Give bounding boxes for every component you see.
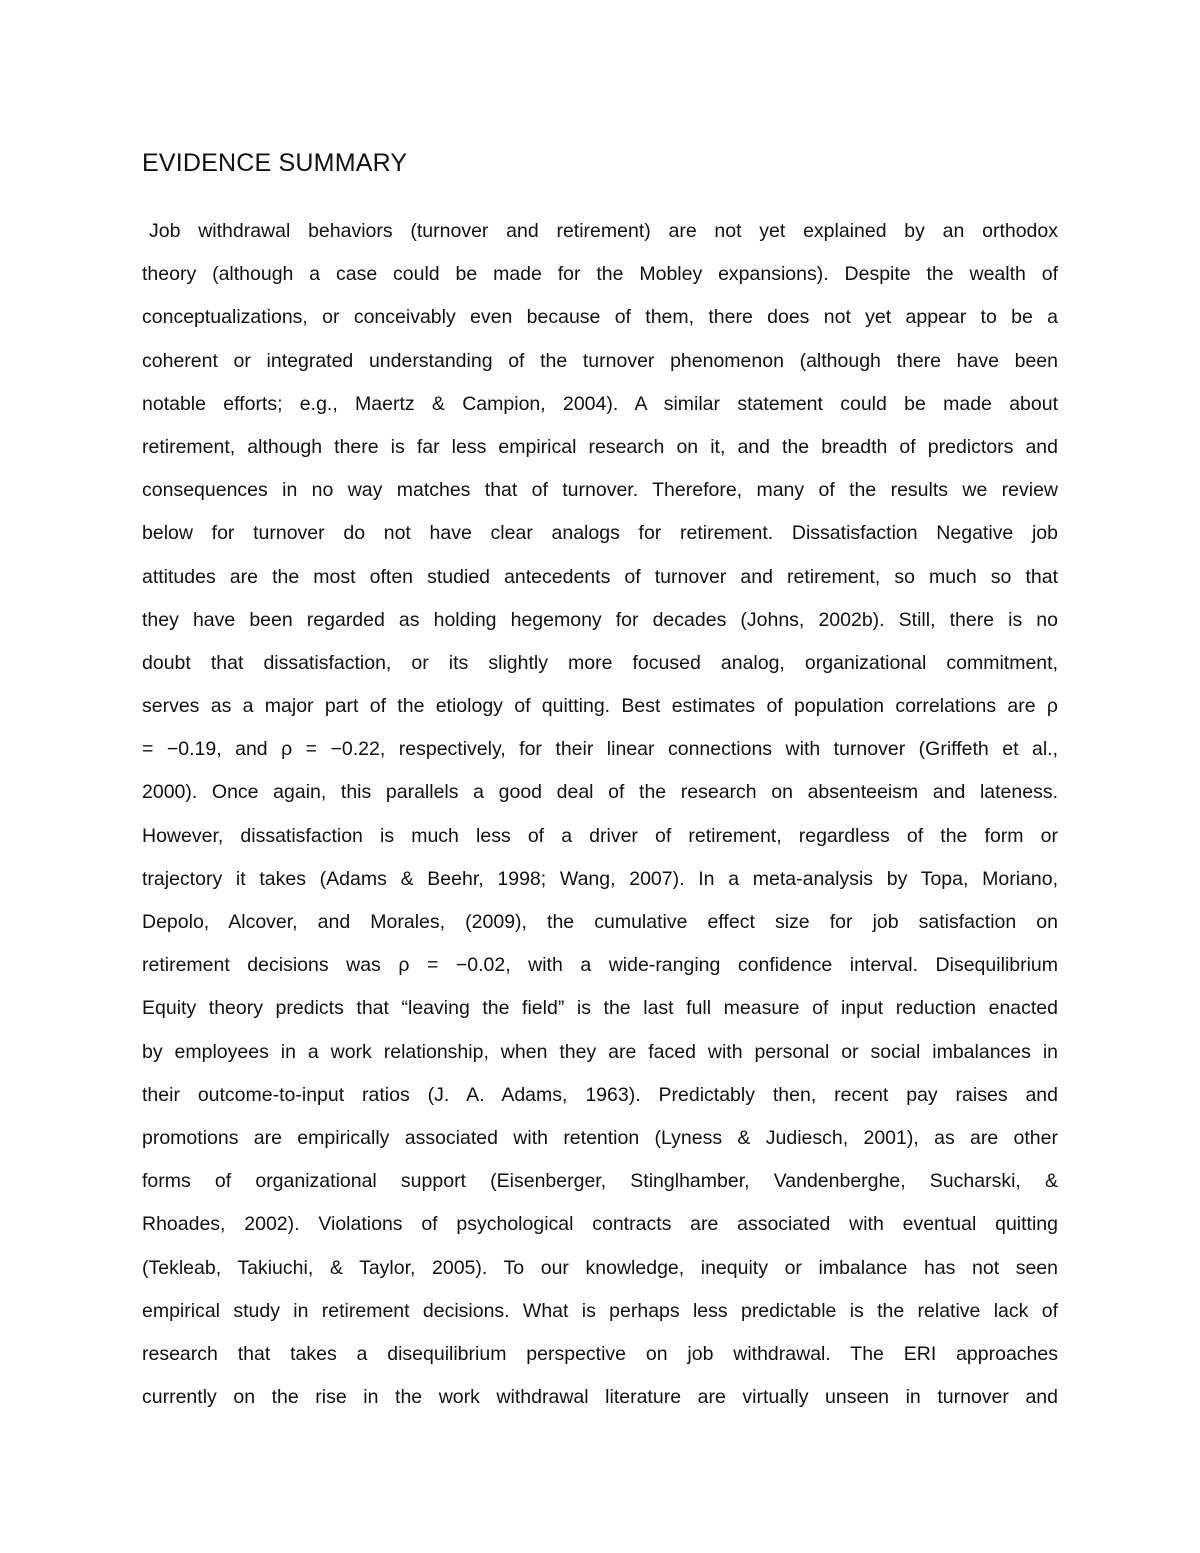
paragraph-line: their outcome-to-input ratios (J. A. Adams, 1963). Predictably then, recent pay raises and xyxy=(142,1083,1058,1106)
paragraph-line: doubt that dissatisfaction, or its slightly more focused analog, organizational commitment, xyxy=(142,651,1058,674)
paragraph-line: 2000). Once again, this parallels a good deal of the research on absenteeism and lateness. xyxy=(142,781,1058,804)
paragraph-line: = −0.19, and ρ = −0.22, respectively, for their linear connections with turnover (Griffeth et al., xyxy=(142,738,1058,761)
paragraph-line: Equity theory predicts that “leaving the field” is the last full measure of input reduction enacted xyxy=(142,997,1058,1020)
paragraph-line: However, dissatisfaction is much less of a driver of retirement, regardless of the form or xyxy=(142,824,1058,847)
paragraph-line: theory (although a case could be made for the Mobley expansions). Despite the wealth of xyxy=(142,263,1058,286)
paragraph-line: trajectory it takes (Adams & Beehr, 1998; Wang, 2007). In a meta-analysis by Topa, Moriano, xyxy=(142,867,1058,890)
paragraph-line: attitudes are the most often studied antecedents of turnover and retirement, so much so that xyxy=(142,565,1058,588)
paragraph-line: Depolo, Alcover, and Morales, (2009), the cumulative effect size for job satisfaction on xyxy=(142,911,1058,933)
paragraph-line: promotions are empirically associated with retention (Lyness & Judiesch, 2001), as are other xyxy=(142,1126,1058,1149)
paragraph-line: retirement, although there is far less empirical research on it, and the breadth of predictors and xyxy=(142,435,1058,458)
paragraph-line: below for turnover do not have clear analogs for retirement. Dissatisfaction Negative job xyxy=(142,522,1058,545)
paragraph-line: notable efforts; e.g., Maertz & Campion, 2004). A similar statement could be made about xyxy=(142,392,1058,415)
paragraph-line: Rhoades, 2002). Violations of psychological contracts are associated with eventual quitting xyxy=(142,1213,1058,1236)
body-paragraph xyxy=(142,212,1058,1421)
page-title: EVIDENCE SUMMARY xyxy=(142,149,408,177)
paragraph-line: empirical study in retirement decisions. What is perhaps less predictable is the relative lack of xyxy=(142,1299,1058,1322)
paragraph-line: consequences in no way matches that of turnover. Therefore, many of the results we review xyxy=(142,479,1058,502)
paragraph-line: coherent or integrated understanding of the turnover phenomenon (although there have been xyxy=(142,349,1058,372)
paragraph-line: currently on the rise in the work withdrawal literature are virtually unseen in turnover and xyxy=(142,1386,1058,1409)
paragraph-line: (Tekleab, Takiuchi, & Taylor, 2005). To our knowledge, inequity or imbalance has not seen xyxy=(142,1256,1058,1279)
paragraph-line: serves as a major part of the etiology of quitting. Best estimates of population correlations are ρ xyxy=(142,695,1058,718)
paragraph-line: forms of organizational support (Eisenberger, Stinglhamber, Vandenberghe, Sucharski, & xyxy=(142,1170,1058,1193)
paragraph-line: they have been regarded as holding hegemony for decades (Johns, 2002b). Still, there is no xyxy=(142,608,1058,631)
paragraph-line: by employees in a work relationship, when they are faced with personal or social imbalances in xyxy=(142,1040,1058,1063)
paragraph-line: Job withdrawal behaviors (turnover and retirement) are not yet explained by an orthodox xyxy=(149,220,1058,242)
paragraph-line: retirement decisions was ρ = −0.02, with a wide-ranging confidence interval. Disequilibrium xyxy=(142,954,1058,977)
paragraph-line: research that takes a disequilibrium perspective on job withdrawal. The ERI approaches xyxy=(142,1342,1058,1365)
paragraph-line: conceptualizations, or conceivably even because of them, there does not yet appear to be a xyxy=(142,306,1058,329)
